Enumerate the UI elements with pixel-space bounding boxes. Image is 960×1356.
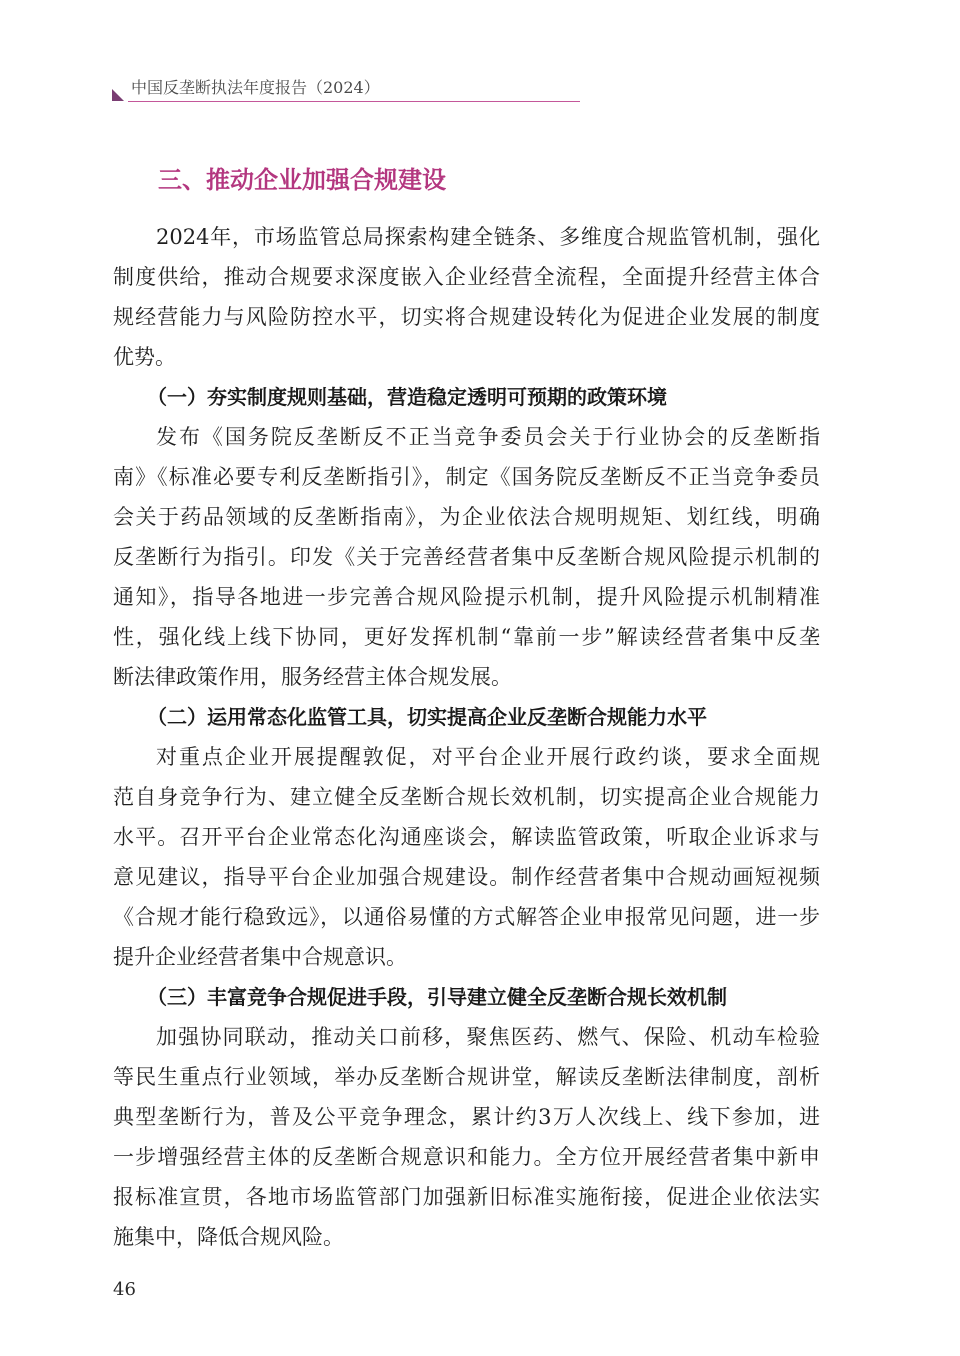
- text-line: 典型垄断行为，普及公平竞争理念，累计约3万人次线上、线下参加，进: [113, 1105, 820, 1129]
- text-line: 发布《国务院反垄断反不正当竞争委员会关于行业协会的反垄断指: [156, 425, 820, 449]
- text-line: 一步增强经营主体的反垄断合规意识和能力。全方位开展经营者集中新申: [113, 1145, 820, 1169]
- intro-paragraph: [113, 217, 820, 377]
- text-line: 水平。召开平台企业常态化沟通座谈会，解读监管政策，听取企业诉求与: [113, 825, 820, 849]
- header-rule: [128, 101, 580, 102]
- text-line: 会关于药品领域的反垄断指南》，为企业依法合规明规矩、划红线，明确: [113, 505, 820, 529]
- body-paragraph: [113, 737, 820, 977]
- page-number: 46: [113, 1279, 136, 1300]
- text-line: 《合规才能行稳致远》，以通俗易懂的方式解答企业申报常见问题，进一步: [113, 905, 820, 929]
- text-line: 优势。: [113, 345, 176, 369]
- running-header-title: 中国反垄断执法年度报告（2024）: [131, 78, 380, 97]
- text-line: 加强协同联动，推动关口前移，聚焦医药、燃气、保险、机动车检验: [156, 1025, 820, 1049]
- text-line: 反垄断行为指引。印发《关于完善经营者集中反垄断合规风险提示机制的: [113, 545, 820, 569]
- subsection-heading: （一）夯实制度规则基础，营造稳定透明可预期的政策环境: [147, 385, 667, 409]
- subsection-heading: （二）运用常态化监管工具，切实提高企业反垄断合规能力水平: [147, 705, 707, 729]
- text-line: 提升企业经营者集中合规意识。: [113, 945, 407, 969]
- text-line: 施集中，降低合规风险。: [113, 1225, 344, 1249]
- page-body: [113, 217, 820, 1257]
- body-paragraph: [113, 417, 820, 697]
- text-line: 规经营能力与风险防控水平，切实将合规建设转化为促进企业发展的制度: [113, 305, 820, 329]
- body-paragraph: [113, 1017, 820, 1257]
- text-line: 对重点企业开展提醒敦促，对平台企业开展行政约谈，要求全面规: [156, 745, 820, 769]
- running-header: [112, 76, 582, 104]
- triangle-marker-icon: [112, 89, 124, 101]
- text-line: 等民生重点行业领域，举办反垄断合规讲堂，解读反垄断法律制度，剖析: [113, 1065, 820, 1089]
- text-line: 2024年，市场监管总局探索构建全链条、多维度合规监管机制，强化: [156, 225, 820, 249]
- text-line: 南》《标准必要专利反垄断指引》，制定《国务院反垄断反不正当竞争委员: [113, 465, 820, 489]
- section-title: 三、推动企业加强合规建设: [158, 165, 446, 194]
- text-line: 范自身竞争行为、建立健全反垄断合规长效机制，切实提高企业合规能力: [113, 785, 820, 809]
- text-line: 报标准宣贯，各地市场监管部门加强新旧标准实施衔接，促进企业依法实: [113, 1185, 820, 1209]
- text-line: 通知》，指导各地进一步完善合规风险提示机制，提升风险提示机制精准: [113, 585, 820, 609]
- text-line: 性，强化线上线下协同，更好发挥机制“靠前一步”解读经营者集中反垄: [113, 625, 820, 649]
- text-line: 断法律政策作用，服务经营主体合规发展。: [113, 665, 512, 689]
- text-line: 意见建议，指导平台企业加强合规建设。制作经营者集中合规动画短视频: [113, 865, 820, 889]
- text-line: 制度供给，推动合规要求深度嵌入企业经营全流程，全面提升经营主体合: [113, 265, 820, 289]
- subsection-heading: （三）丰富竞争合规促进手段，引导建立健全反垄断合规长效机制: [147, 985, 727, 1009]
